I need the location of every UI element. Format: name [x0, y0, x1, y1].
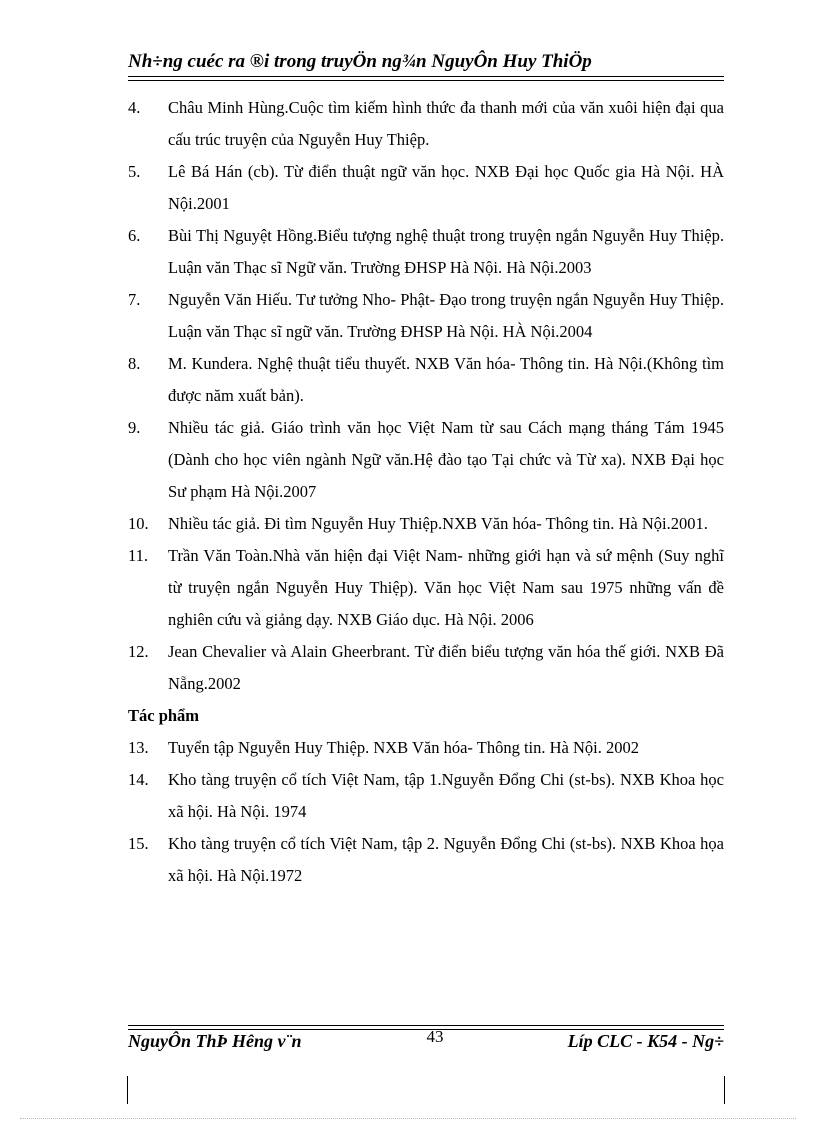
list-item — [128, 412, 724, 508]
item-number: 5. — [128, 162, 141, 181]
item-text: Trần Văn Toàn.Nhà văn hiện đại Việt Nam- những giới hạn và sứ mệnh (Suy nghĩ từ truyện ngắn Nguyễn Huy Thiệp). Văn học Việt Nam sau 1975 những vấn đề nghiên cứu và giảng dạy. NXB Giáo dục. Hà Nội. 2006 — [168, 546, 724, 629]
list-item — [128, 220, 724, 284]
page-number: 43 — [426, 1027, 444, 1046]
item-number: 14. — [128, 770, 149, 789]
item-text: Kho tàng truyện cổ tích Việt Nam, tập 1.Nguyễn Đổng Chi (st-bs). NXB Khoa học xã hội. Hà Nội. 1974 — [168, 770, 724, 821]
item-number: 15. — [128, 834, 149, 853]
item-text: Nhiều tác giả. Đi tìm Nguyễn Huy Thiệp.NXB Văn hóa- Thông tin. Hà Nội.2001. — [168, 514, 708, 533]
corner-mark-right — [724, 1076, 725, 1104]
list-item — [128, 540, 724, 636]
list-item — [128, 636, 724, 700]
footer-author: NguyÔn ThÞ Hêng v¨n — [128, 1031, 302, 1051]
item-number: 4. — [128, 98, 141, 117]
list-item — [128, 732, 724, 764]
item-text: Nguyễn Văn Hiếu. Tư tưởng Nho- Phật- Đạo trong truyện ngắn Nguyễn Huy Thiệp. Luận văn Thạc sĩ ngữ văn. Trường ĐHSP Hà Nội. HÀ Nội.2004 — [168, 290, 724, 341]
list-item — [128, 284, 724, 348]
page-bottom-edge — [20, 1118, 796, 1119]
item-text: Bùi Thị Nguyệt Hồng.Biểu tượng nghệ thuật trong truyện ngắn Nguyễn Huy Thiệp. Luận văn Thạc sĩ Ngữ văn. Trường ĐHSP Hà Nội. Hà Nội.2003 — [168, 226, 724, 277]
item-text: Lê Bá Hán (cb). Từ điển thuật ngữ văn học. NXB Đại học Quốc gia Hà Nội. HÀ Nội.2001 — [168, 162, 724, 213]
list-item — [128, 348, 724, 412]
reference-list — [128, 92, 724, 892]
page-header-title: Nh÷ng cuéc ra ®i trong truyÖn ng¾n NguyÔn Huy ThiÖp — [128, 51, 592, 72]
item-number: 11. — [128, 546, 149, 565]
item-number: 7. — [128, 290, 141, 309]
list-item — [128, 828, 724, 892]
item-text: M. Kundera. Nghệ thuật tiểu thuyết. NXB Văn hóa- Thông tin. Hà Nội.(Không tìm được năm xuất bản). — [168, 354, 724, 405]
item-number: 12. — [128, 642, 149, 661]
item-number: 6. — [128, 226, 141, 245]
item-number: 13. — [128, 738, 149, 757]
footer-class-label: Líp CLC - K54 - Ng÷ — [567, 1031, 724, 1051]
section-heading: Tác phẩm — [128, 706, 200, 725]
list-item — [128, 92, 724, 156]
header-divider — [128, 76, 724, 81]
item-number: 8. — [128, 354, 141, 373]
list-item — [128, 508, 724, 540]
list-item — [128, 156, 724, 220]
item-text: Jean Chevalier và Alain Gheerbrant. Từ điển biểu tượng văn hóa thế giới. NXB Đã Nẵng.2002 — [168, 642, 724, 693]
list-item — [128, 764, 724, 828]
item-text: Châu Minh Hùng.Cuộc tìm kiếm hình thức đa thanh mới của văn xuôi hiện đại qua cấu trúc truyện của Nguyễn Huy Thiệp. — [168, 98, 724, 149]
corner-mark-left — [127, 1076, 128, 1104]
item-text: Kho tàng truyện cổ tích Việt Nam, tập 2. Nguyễn Đổng Chi (st-bs). NXB Khoa họa xã hội. Hà Nội.1972 — [168, 834, 724, 885]
item-text: Nhiều tác giả. Giáo trình văn học Việt Nam từ sau Cách mạng tháng Tám 1945 (Dành cho học viên ngành Ngữ văn.Hệ đào tạo Tại chức và Từ xa). NXB Đại học Sư phạm Hà Nội.2007 — [168, 418, 724, 501]
item-number: 10. — [128, 514, 149, 533]
item-number: 9. — [128, 418, 141, 437]
item-text: Tuyển tập Nguyễn Huy Thiệp. NXB Văn hóa- Thông tin. Hà Nội. 2002 — [168, 738, 639, 757]
